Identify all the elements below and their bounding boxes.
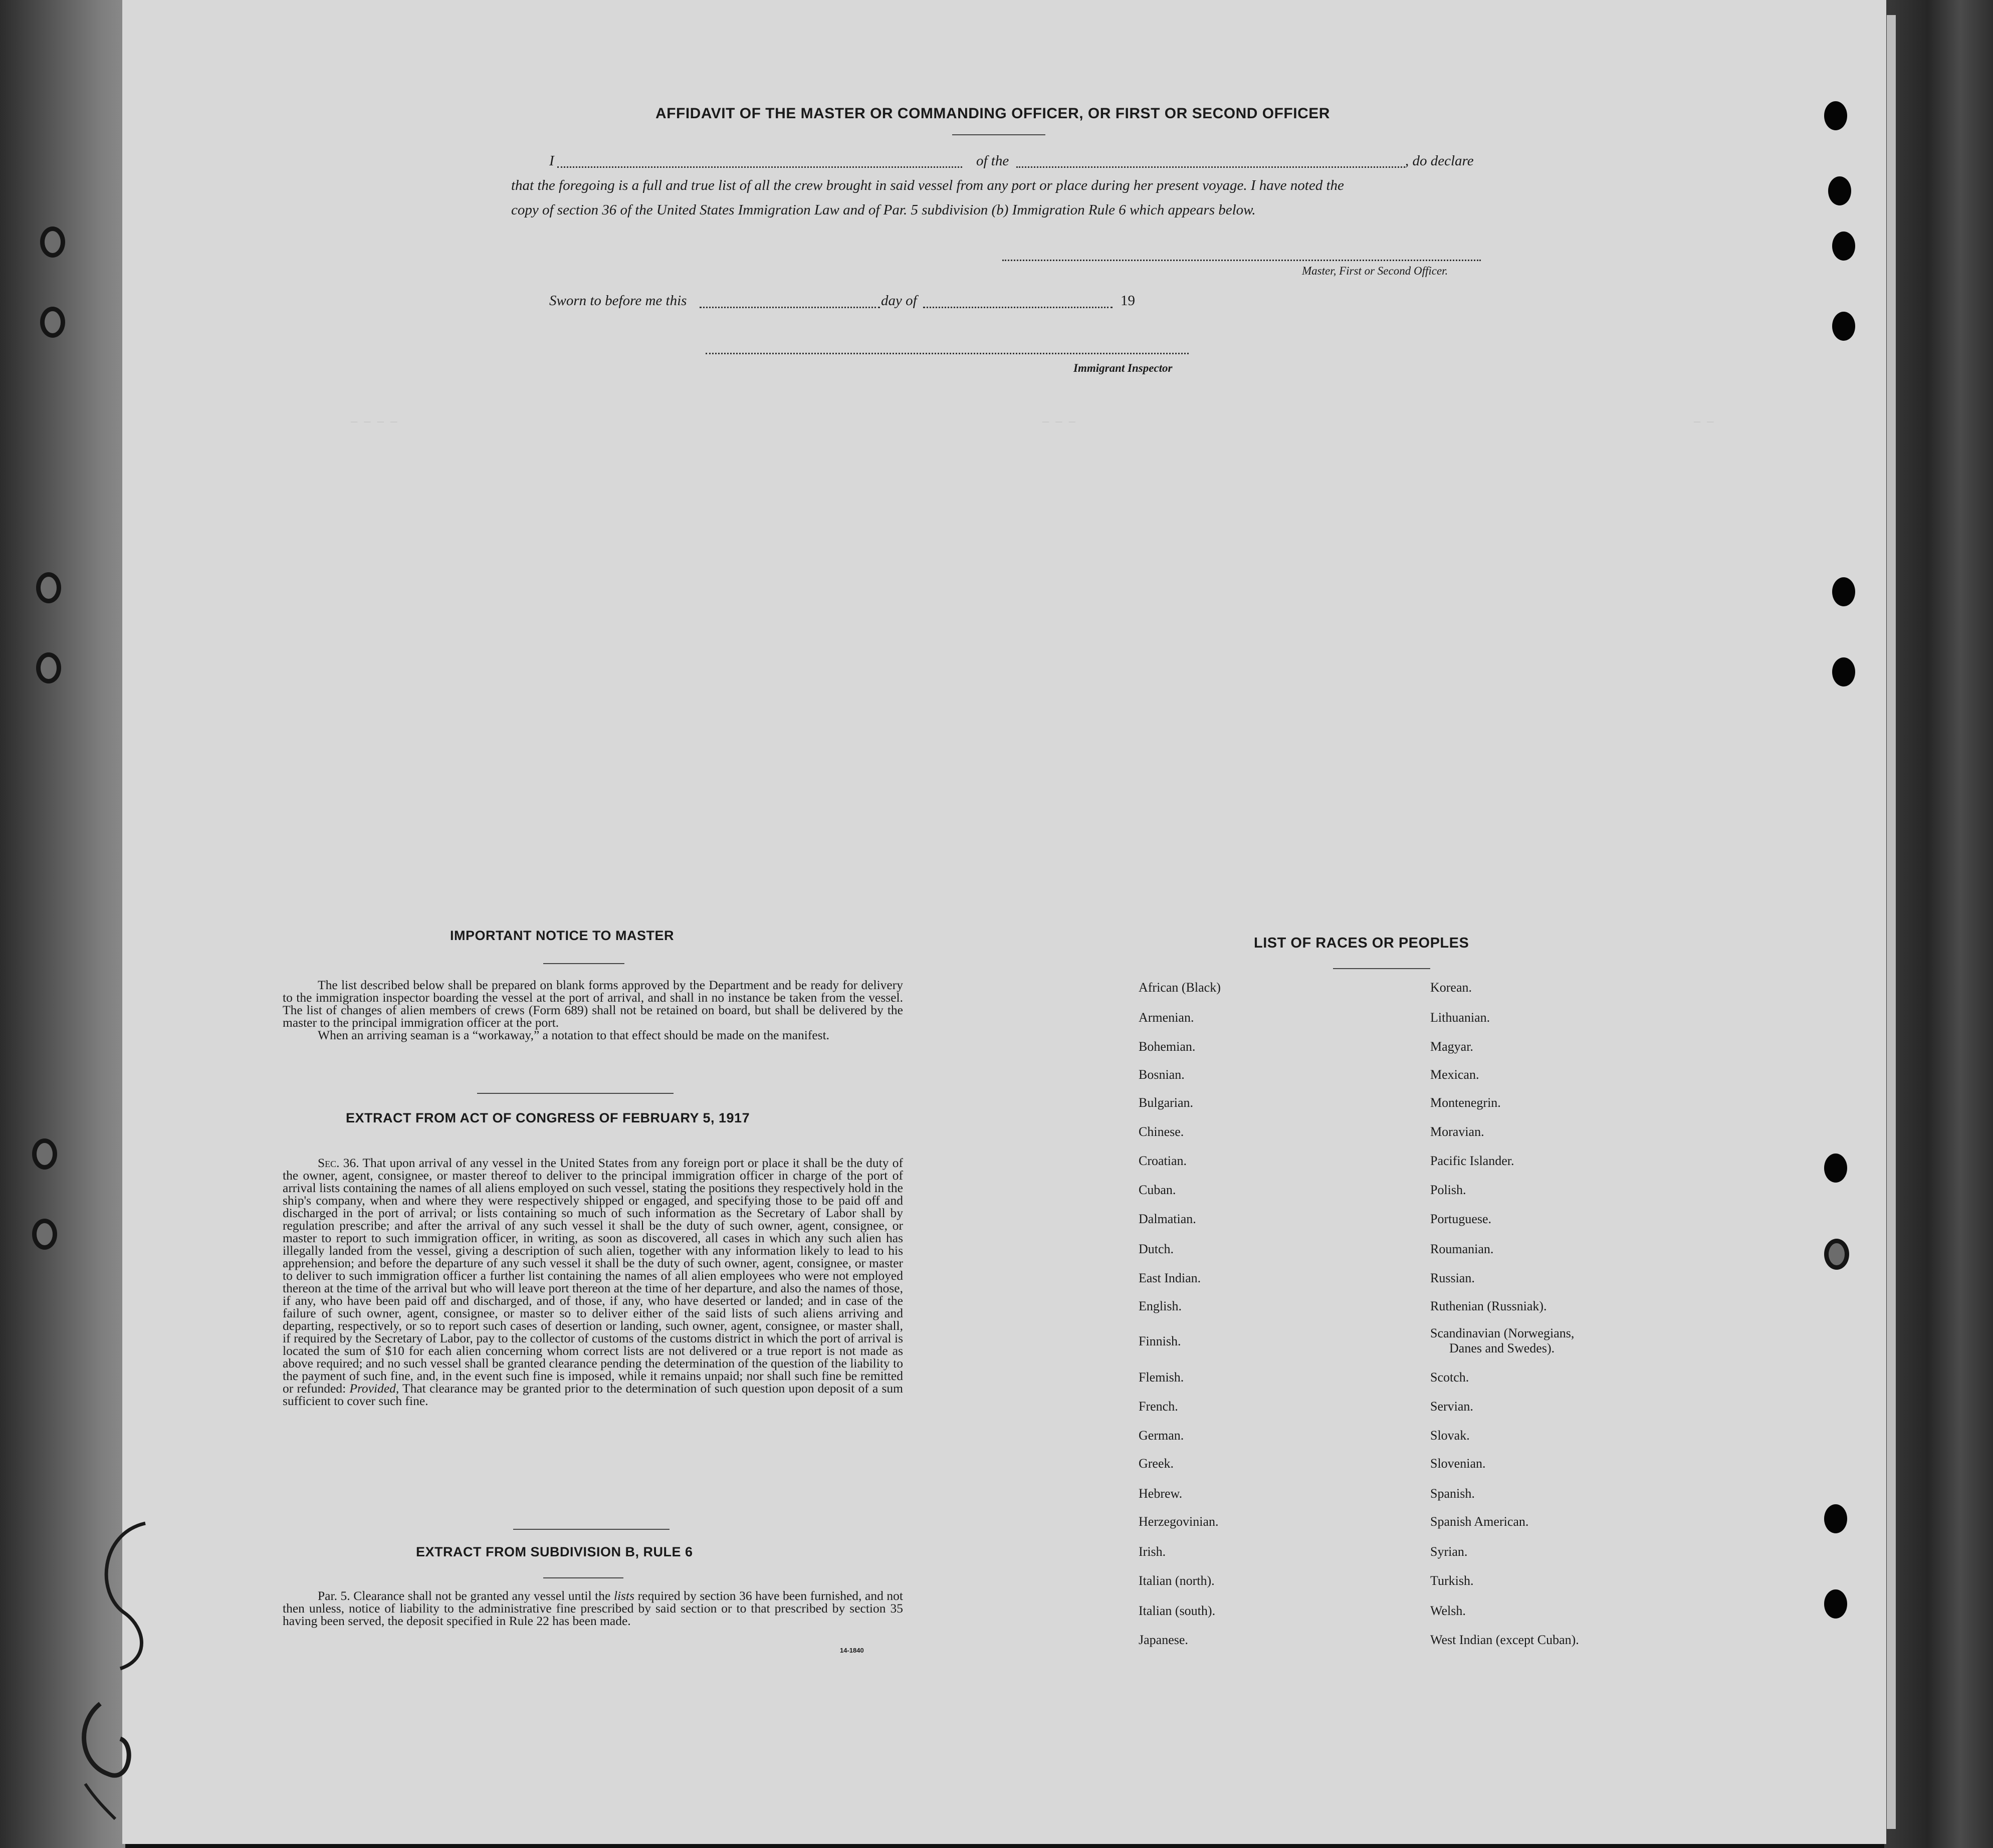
sworn-day-blank: [700, 307, 880, 308]
bleed-through-marks: — — — —: [351, 416, 397, 428]
rule6-text: Par. 5. Clearance shall not be granted any vessel until the: [318, 1588, 611, 1603]
binder-hole-icon: [1832, 312, 1855, 341]
race-item: Korean.: [1430, 980, 1472, 995]
rule6-body: [283, 1589, 903, 1627]
race-item: Japanese.: [1139, 1633, 1188, 1647]
race-item: Italian (south).: [1139, 1603, 1216, 1618]
section-divider: [477, 1093, 674, 1094]
binder-hole-icon: [32, 1219, 57, 1250]
binder-hole-icon: [1832, 232, 1855, 261]
race-item: Lithuanian.: [1430, 1010, 1490, 1025]
scan-right-margin: [1884, 0, 1993, 1848]
officer-caption: Master, First or Second Officer.: [1302, 265, 1448, 277]
race-item: Moravian.: [1430, 1124, 1484, 1139]
rule6-divider: [543, 1577, 623, 1578]
race-item: Bohemian.: [1139, 1039, 1196, 1054]
binder-hole-icon: [36, 572, 61, 603]
act-paragraph: [283, 1157, 903, 1407]
race-item: Hebrew.: [1139, 1486, 1183, 1501]
affidavit-i: I: [549, 153, 554, 169]
race-item: Bosnian.: [1139, 1067, 1185, 1082]
race-item: English.: [1139, 1299, 1182, 1313]
act-body: [283, 1157, 903, 1407]
bleed-through-marks: — —: [1694, 416, 1714, 428]
name-blank-line: [557, 166, 962, 168]
binder-hole-icon: [40, 307, 65, 338]
binder-hole-icon: [40, 226, 65, 258]
race-item: Mexican.: [1430, 1067, 1479, 1082]
notice-body: [283, 979, 903, 1041]
affidavit-do-declare: , do declare: [1405, 153, 1474, 169]
officer-signature-line: [1002, 260, 1481, 261]
page-edge: [1887, 15, 1896, 1829]
race-item: Italian (north).: [1139, 1573, 1215, 1588]
race-item-continued: Danes and Swedes).: [1449, 1341, 1555, 1355]
sworn-day-of: day of: [881, 293, 917, 309]
race-item: West Indian (except Cuban).: [1430, 1633, 1579, 1647]
rule6-text-end: required by section 36 have been furnished, and not then unless, notice of liability to the administrative fine prescribed by said section or to that prescribed by section 35 having been served, the deposit specified in Rule 22 has been made.: [283, 1588, 904, 1628]
heading-divider: [952, 134, 1045, 135]
race-item: Roumanian.: [1430, 1242, 1494, 1256]
race-item: Turkish.: [1430, 1573, 1474, 1588]
handwriting-scribble: [20, 1503, 185, 1824]
race-item: Cuban.: [1139, 1183, 1176, 1197]
act-text-end: That clearance may be granted prior to the determination of such question upon deposit of a sum sufficient to cover such fine.: [283, 1381, 904, 1408]
race-item: Russian.: [1430, 1271, 1475, 1285]
race-item: Chinese.: [1139, 1124, 1184, 1139]
race-item: Welsh.: [1430, 1603, 1466, 1618]
binder-hole-icon: [1824, 1153, 1847, 1183]
race-item: Greek.: [1139, 1456, 1174, 1471]
race-item: Dalmatian.: [1139, 1212, 1196, 1226]
document-page: [122, 0, 1886, 1844]
races-heading: LIST OF RACES OR PEOPLES: [1254, 935, 1469, 951]
race-item: Magyar.: [1430, 1039, 1473, 1054]
binder-hole-icon: [32, 1138, 57, 1170]
race-item: Pacific Islander.: [1430, 1153, 1514, 1168]
race-item: German.: [1139, 1428, 1184, 1443]
rule6-heading: EXTRACT FROM SUBDIVISION B, RULE 6: [416, 1544, 693, 1559]
race-item: East Indian.: [1139, 1271, 1201, 1285]
race-item: Herzegovinian.: [1139, 1514, 1219, 1529]
race-item: Polish.: [1430, 1183, 1466, 1197]
binder-hole-icon: [1828, 176, 1851, 205]
provided-word: Provided,: [349, 1381, 399, 1396]
affidavit-of-the: of the: [976, 153, 1009, 169]
inspector-signature-line: [706, 353, 1189, 354]
race-item: Slovak.: [1430, 1428, 1470, 1443]
section-divider: [513, 1529, 670, 1530]
sworn-year: 19: [1121, 293, 1135, 309]
race-item: Ruthenian (Russniak).: [1430, 1299, 1547, 1313]
race-item: Portuguese.: [1430, 1212, 1492, 1226]
lists-word: lists: [613, 1588, 635, 1603]
form-number: 14-1840: [840, 1647, 864, 1654]
race-item: Scandinavian (Norwegians,: [1430, 1326, 1575, 1340]
race-item: Spanish American.: [1430, 1514, 1529, 1529]
sec-label: Sec. 36.: [318, 1156, 359, 1170]
binder-hole-icon: [1824, 1589, 1847, 1619]
race-item: Dutch.: [1139, 1242, 1174, 1256]
act-text: That upon arrival of any vessel in the United States from any foreign port or place it shall be the duty of the owner, agent, consignee, or master thereof to deliver to the principal immigration officer in charge of the port of arrival lists containing the names of all aliens employed on such vessel, stating the positions they respectively hold in the ship's company, when and where they were respectively shipped or engaged, and specifying those to be paid off and discharged in the port of arrival; or lists containing so much of such information as the Secretary of Labor shall by regulation prescribe; and after the arrival of any such vessel it shall be the duty of such owner, agent, consignee, or master to report to such immigration officer, in writing, as soon as discovered, all cases in which any such alien has illegally landed from the vessel, giving a description of such alien, together with any information likely to lead to his apprehension; and before the departure of any such vessel it shall be the duty of such owner, agent, consignee, or master to deliver to such immigration officer a further list containing the names of all alien employees who were not employed thereon at the time of the arrival but who will leave port thereon at the time of her departure, and also the names of those, if any, who have been paid off and discharged, and of those, if any, who have deserted or landed; and in case of the failure of such owner, agent, consignee, or master so to deliver either of the said lists of such aliens arriving and departing, respectively, or so to report such cases of desertion or landing, such owner, agent, consignee, or master shall, if required by the Secretary of Labor, pay to the collector of customs of the customs district in which the port of arrival is located the sum of $10 for each alien concerning whom correct lists are not delivered or a true report is not made as above required; and no such vessel shall be granted clearance pending the determination of the question of the liability to the payment of such fine, and, in the event such fine is imposed, while it remains unpaid; nor shall such fine be remitted or refunded:: [283, 1156, 903, 1396]
race-item: Spanish.: [1430, 1486, 1475, 1501]
notice-paragraph-1: The list described below shall be prepared on blank forms approved by the Department and be ready for delivery to the immigration inspector boarding the vessel at the port of arrival, and shall in no instance be taken from the vessel. The list of changes of alien members of crews (Form 689) shall not be retained on board, but shall be delivered by the master to the principal immigration officer at the port.: [283, 978, 903, 1030]
race-item: Bulgarian.: [1139, 1095, 1194, 1110]
vessel-blank-line: [1016, 166, 1405, 168]
race-item: Armenian.: [1139, 1010, 1194, 1025]
race-item: Finnish.: [1139, 1334, 1181, 1348]
inspector-caption: Immigrant Inspector: [1073, 362, 1173, 374]
affidavit-line-2: that the foregoing is a full and true list of all the crew brought in said vessel from any port or place during her present voyage. I have noted the: [511, 177, 1344, 193]
race-item: Flemish.: [1139, 1370, 1184, 1384]
notice-paragraph-2: When an arriving seaman is a “workaway,” a notation to that effect should be made on the manifest.: [318, 1028, 830, 1042]
race-item: Montenegrin.: [1430, 1095, 1501, 1110]
race-item: African (Black): [1139, 980, 1221, 995]
races-divider: [1333, 968, 1430, 969]
binder-hole-icon: [1824, 101, 1847, 130]
race-item: Syrian.: [1430, 1544, 1468, 1559]
affidavit-heading: AFFIDAVIT OF THE MASTER OR COMMANDING OFFICER, OR FIRST OR SECOND OFFICER: [655, 105, 1330, 122]
race-item: Croatian.: [1139, 1153, 1187, 1168]
race-item: Servian.: [1430, 1399, 1473, 1414]
binder-hole-icon: [1832, 657, 1855, 686]
affidavit-line-3: copy of section 36 of the United States Immigration Law and of Par. 5 subdivision (b) Immigration Rule 6 which appears below.: [511, 202, 1256, 218]
race-item: Irish.: [1139, 1544, 1166, 1559]
rule6-paragraph: [283, 1589, 903, 1627]
act-heading: EXTRACT FROM ACT OF CONGRESS OF FEBRUARY 5, 1917: [346, 1110, 750, 1125]
sworn-text: Sworn to before me this: [549, 293, 687, 309]
binder-hole-icon: [1824, 1239, 1849, 1270]
binder-hole-icon: [1824, 1504, 1847, 1533]
notice-divider: [543, 963, 624, 964]
notice-heading: IMPORTANT NOTICE TO MASTER: [450, 928, 674, 943]
sworn-month-blank: [923, 307, 1113, 308]
race-item: Scotch.: [1430, 1370, 1469, 1384]
binder-hole-icon: [1832, 577, 1855, 606]
bleed-through-marks: — — —: [1042, 416, 1076, 428]
race-item: French.: [1139, 1399, 1178, 1414]
binder-hole-icon: [36, 652, 61, 683]
race-item: Slovenian.: [1430, 1456, 1486, 1471]
